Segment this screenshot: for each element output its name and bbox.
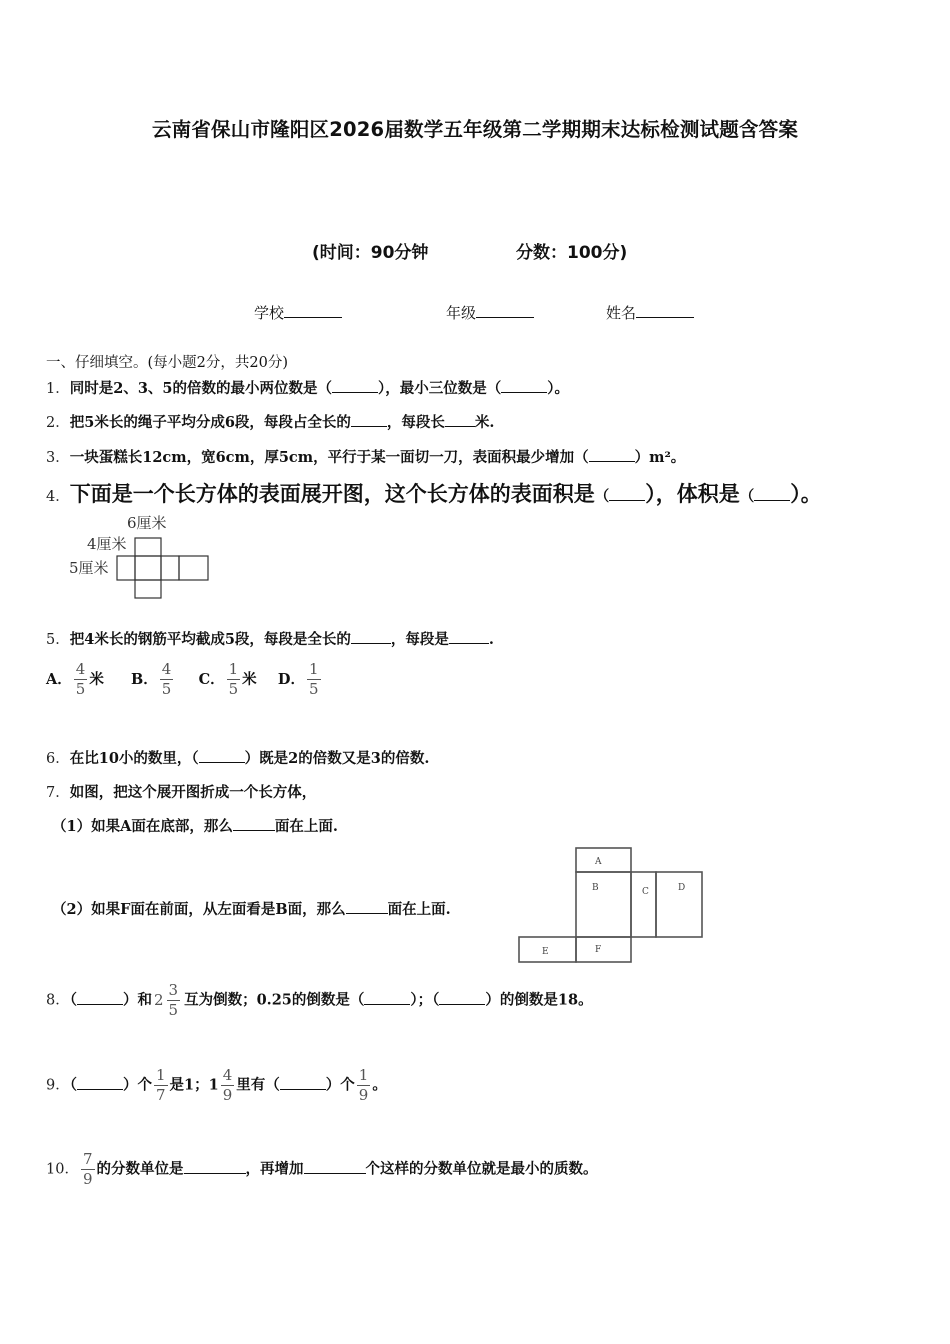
face-e-label: E [542,947,549,957]
school-label: 学校 [254,304,285,322]
cube-net-lines [519,848,702,962]
option-a[interactable]: A． $\frac{4}{5}$ 米 [46,660,104,698]
answer-blank[interactable] [589,461,635,462]
answer-blank[interactable] [754,500,790,501]
face-c-label: C [642,887,649,897]
label-4cm: 4厘米 [87,535,127,553]
question-7: 7．如图，把这个展开图折成一个长方体， [46,784,317,801]
answer-blank[interactable] [199,762,245,763]
answer-blank[interactable] [501,392,547,393]
answer-blank[interactable] [609,500,645,501]
question-number: 8． [46,992,70,1009]
school-blank[interactable] [284,317,342,318]
net-lines [117,538,208,598]
fraction: $\frac{1}{7}$ [155,1066,166,1104]
answer-blank[interactable] [445,426,475,427]
answer-blank[interactable] [346,913,388,914]
answer-blank[interactable] [351,643,391,644]
fraction: $\frac{4}{9}$ [222,1066,233,1104]
cube-net-figure [515,844,707,968]
grade-blank[interactable] [476,317,534,318]
exam-time: (时间：90分钟 [312,243,429,263]
answer-blank[interactable] [439,1004,485,1005]
option-c[interactable]: C． $\frac{1}{5}$ 米 [198,660,257,698]
question-number: 9． [46,1077,70,1094]
question-2: 2．把5米长的绳子平均分成6段，每段占全长的 ，每段长 米. [46,414,495,431]
question-10: 10． $\frac{7}{9}$ 的分数单位是 ，再增加 个这样的分数单位就是最小的质数。 [46,1150,598,1188]
answer-blank[interactable] [233,830,275,831]
question-9: 9．（ ）个 $\frac{1}{7}$ 是1；1 $\frac{4}{9}$ 里有（ ）个 $\frac{1}{9}$ 。 [46,1066,387,1104]
answer-blank[interactable] [364,1004,410,1005]
question-6: 6．在比10小的数里，（ ）既是2的倍数又是3的倍数. [46,750,430,767]
answer-blank[interactable] [332,392,378,393]
question-number: 6． [46,751,70,767]
name-field [606,302,694,323]
label-6cm: 6厘米 [127,514,167,532]
question-7-part-1: （1）如果A面在底部，那么 面在上面. [52,818,338,835]
name-blank[interactable] [636,317,694,318]
answer-blank[interactable] [280,1089,326,1090]
page-title: 云南省保山市隆阳区2026届数学五年级第二学期期末达标检测试题含答案 [151,118,799,141]
grade-label: 年级 [446,304,477,322]
question-number: 10． [46,1161,79,1178]
answer-blank[interactable] [77,1089,123,1090]
answer-blank[interactable] [351,426,387,427]
cuboid-net-figure [66,512,216,604]
face-f-label: F [595,945,602,955]
question-7-part-2: （2）如果F面在前面，从左面看是B面，那么 面在上面. [52,901,451,918]
name-label: 姓名 [606,304,637,322]
question-1: 1．同时是2、3、5的倍数的最小两位数是（ ），最小三位数是（ ）。 [46,380,570,397]
question-5: 5．把4米长的钢筋平均截成5段，每段是全长的 ，每段是 . [46,631,494,648]
option-d[interactable]: D． $\frac{1}{5}$ [277,660,319,698]
question-number: 1． [46,381,70,397]
face-d-label: D [678,883,686,893]
face-a-label: A [595,857,602,867]
question-3: 3．一块蛋糕长12cm，宽6cm，厚5cm，平行于某一面切一刀，表面积最少增加（ ）m²。 [46,449,686,466]
question-number: 7． [46,785,70,801]
mixed-number: 2 $\frac{3}{5}$ [153,981,179,1019]
fraction: $\frac{1}{9}$ [358,1066,369,1104]
question-number: 4． [46,489,70,505]
question-number: 3． [46,450,70,466]
answer-blank[interactable] [449,643,489,644]
school-field [254,302,342,323]
question-5-options [46,662,323,697]
face-b-label: B [592,883,599,893]
answer-blank[interactable] [304,1173,366,1174]
question-number: 5． [46,632,70,648]
answer-blank[interactable] [184,1173,246,1174]
question-8: 8．（ ）和 2 $\frac{3}{5}$ 互为倒数；0.25的倒数是（ ）；（ ）的倒数是18。 [46,981,593,1019]
label-5cm: 5厘米 [69,559,109,577]
exam-score: 分数：100分) [516,243,628,263]
fraction: $\frac{7}{9}$ [82,1150,93,1188]
grade-field [446,302,534,323]
section-heading: 一、仔细填空。(每小题2分，共20分) [46,355,288,371]
answer-blank[interactable] [77,1004,123,1005]
option-b[interactable]: B． $\frac{4}{5}$ [131,660,172,698]
question-4: 4．下面是一个长方体的表面展开图，这个长方体的表面积是（ ），体积是（ ）。 [46,481,822,506]
question-number: 2． [46,415,70,431]
